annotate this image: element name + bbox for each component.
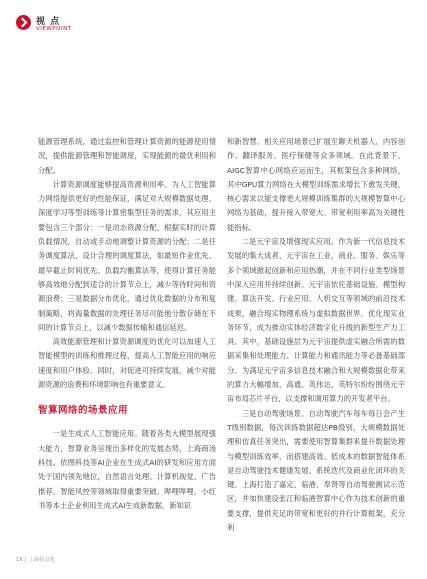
paragraph: 能源管理系统，通过监控和管理计算资源的能源使用情况，提供能源管理和智能调度，实现能源的最优利用和分配。 xyxy=(38,137,216,175)
paragraph: 一是生成式人工智能应用。随着各类大模型展现强大能力，智算业务呈现出多样化的发展态势，上海商汤科技、依图科技等AI企业在生成式AI的研发和应用方面处于国内领先地位，自然语言处理、计算机视觉、广告推荐、智能风控等领域取得重要突破。哔哩哔哩、小红书等本土企业利用生成式AI生成新数据、新知识 xyxy=(38,429,216,510)
paragraph: 三是自动驾驶场景。自动驾驶汽车每车每日会产生T级别数据，每次训练数据超达PB级别，大规模数据处理和仿真任务突出，需要使用智算集群来提升数据处理与模型训练效率，而搭建高效、低成本的数据智能体系是自动驾驶技术健康发展、系统迭代及商业化闭环的关键。上海打造了嘉定、临港、奉贤等自动驾驶测试示范区，并加快建设张江和临港智算中心作为技术创新的重要支撑，提供充足的带宽和更好的并行计算框架，充分利 xyxy=(227,408,405,533)
paragraph: 计算资源调度能够提高资源利用率。为人工智能算力网络提供更好的性能保证，满足对大规模数据处理、深度学习等型训练等计算密集型任务的需求，其应用主要包含三个部分：一是动态资源分配，根据实时的计算负载情况，自动或手动地调整计算资源的分配；二是任务调度算法，设计合理的调度算法，如最短作业优先、最早截止时间优先、负载均衡算法等，使得计算任务能够高效地分配到适合的计算节点上，减少等待时间和资源浪费；三是数据分布优化，通过优化数据的分布和复制策略，将海量数据的处理任务尽可能地分散存储在不同的计算节点上，以减少数据传输和通信延迟。 xyxy=(38,179,216,332)
section-title: 视 点 xyxy=(36,17,61,27)
section-header xyxy=(16,14,136,44)
viewpoint-logo-icon xyxy=(16,15,31,30)
paragraph: 和新智慧。相关应用场景已扩展至聊天机器人、内容创作、翻译服务、医疗保健等众多领域。在此背景下，AIGC智算中心网络应运而生，其框架包含多种网络，其中GPU算力网络在大模型训练需求增长下愈发关键，核心需求以能支撑更大规模训练集群的大规模智算中心网络为基础，提升接入带宽大、带宽利用率高为关键性能指标。 xyxy=(227,137,405,232)
paragraph: 高效能源管理和计算资源调度的优化可以加速人工智能模型的训练和推理过程，提高人工智能应用的响应速度和用户体验。同时，对促进可持续发展，减少对能源资源的浪费和环境影响也有重要意义。 xyxy=(38,337,216,390)
paragraph: 二是元宇宙及增强现实应用。作为新一代信息技术发展的集大成者，元宇宙在工业、商业、服务、娱乐等多个领域掀起创新和应用热潮，并在不同行业类型场景中深入应用并持续创新。元宇宙依托基础设施、模型构建、算法开发、行业应用、人机交互等领域的前沿技术成果，融合现实物理系统与虚拟数据世界，优化现实业务环节，成为推动实体经济数字化升级的新型生产力工具。其中，基础设施层为元宇宙提供虚实融合所需的数据采集和处理能力、计算能力和通讯能力等必备基础部分。为满足元宇宙多信息技术融合和大规模数据化带来的算力大幅增加，高通、英伟达、英特尔纷纷围绕元宇宙布局芯片平台，以支撑和调用算力的开发者平台。 xyxy=(227,237,405,404)
left-column xyxy=(38,135,216,513)
section-subtitle: VIEWPOINT xyxy=(36,26,72,32)
section-subheading: 智算网络的场景应用 xyxy=(38,405,129,417)
page-footer: 16 | 上海信息化 xyxy=(16,557,56,563)
right-column xyxy=(227,135,405,535)
